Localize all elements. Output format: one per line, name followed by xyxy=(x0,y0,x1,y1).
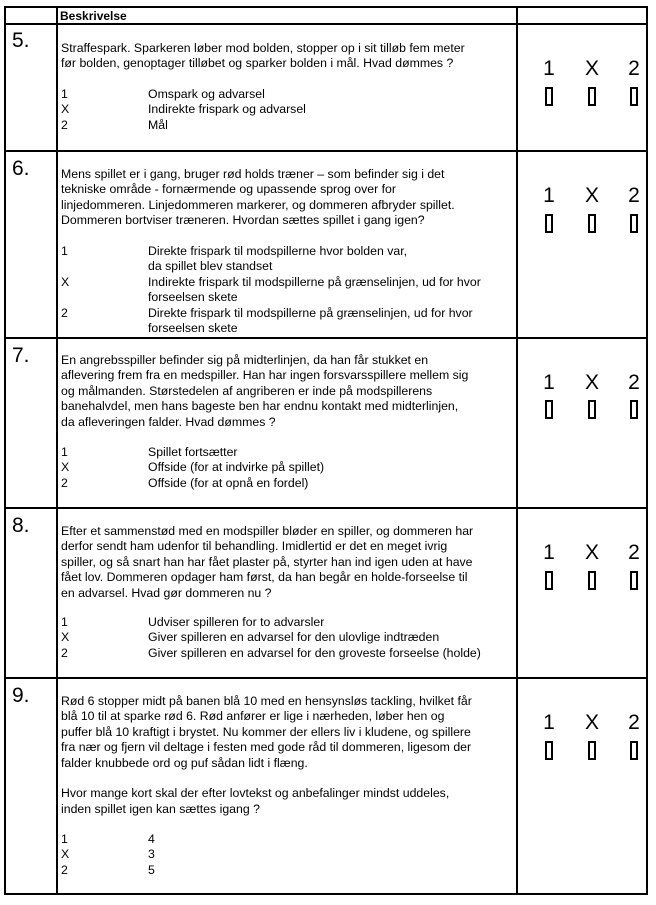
answer-boxes xyxy=(539,87,639,107)
answer-label-1: 1 xyxy=(543,541,555,564)
question-text xyxy=(61,353,513,430)
answer-checkbox-2[interactable] xyxy=(630,214,638,233)
question-number: 9. xyxy=(12,684,30,707)
answer-checkbox-1[interactable] xyxy=(545,400,553,419)
description-header: Beskrivelse xyxy=(60,9,127,23)
answer-boxes xyxy=(539,400,639,420)
answer-checkbox-1[interactable] xyxy=(545,571,553,590)
answer-checkbox-2[interactable] xyxy=(630,400,638,419)
answer-labels xyxy=(539,371,639,395)
answer-labels xyxy=(539,541,639,565)
answer-label-2: 2 xyxy=(628,711,640,734)
answer-checkbox-x[interactable] xyxy=(588,400,596,419)
option-x: X Offside (for at indvirke på spillet) xyxy=(61,460,325,475)
option-list xyxy=(61,445,513,491)
question-line: En angrebsspiller befinder sig på midterlinjen, da han får stukket en xyxy=(61,353,429,367)
question-line: tekniske område - fornærmende og upassende sprog over for xyxy=(61,182,396,197)
option-1: 1 Omspark og advarsel xyxy=(61,87,265,101)
option-list xyxy=(61,832,513,878)
option-x: X Indirekte frispark til modspillerne på grænselinjen, ud for hvor forseelsen skete xyxy=(61,274,481,305)
answer-label-x: X xyxy=(584,541,599,564)
column-divider-answers xyxy=(516,8,518,893)
header-divider xyxy=(6,23,646,25)
answer-labels xyxy=(539,184,639,208)
question-number: 5. xyxy=(12,29,30,52)
quiz-sheet xyxy=(4,6,648,895)
question-line: Rød 6 stopper midt på banen blå 10 med en hensynsløs tackling, hvilket får xyxy=(61,694,472,708)
answer-labels xyxy=(539,57,639,81)
question-line: Hvor mange kort skal der efter lovtekst og anbefalinger mindst uddeles, xyxy=(61,786,450,801)
answer-checkbox-x[interactable] xyxy=(588,87,596,106)
question-line: og målmanden. Størstedelen af angriberen er inde på modspillerens xyxy=(61,383,433,398)
question-line: blå 10 til at sparke rød 6. Rød anfører er lige i nærheden, løber hen og xyxy=(61,709,445,724)
question-line: Mens spillet er i gang, bruger rød holds træner – som befinder sig i det xyxy=(61,167,445,181)
row-divider xyxy=(6,677,646,679)
question-text xyxy=(61,694,513,817)
answer-label-x: X xyxy=(584,371,599,394)
question-line: fra nær og fjern vil deltage i festen med gode råd til dommeren, ligesom der xyxy=(61,740,472,755)
question-number: 6. xyxy=(12,157,30,180)
answer-checkbox-1[interactable] xyxy=(545,87,553,106)
answer-label-2: 2 xyxy=(628,541,640,564)
question-line: linjedommeren. Linjedommeren markerer, og dommeren afbryder spillet. xyxy=(61,197,455,212)
option-2: 2 Direkte frispark til modspillerne på grænselinjen, ud for hvor forseelsen skete xyxy=(61,305,473,336)
answer-checkbox-2[interactable] xyxy=(630,571,638,590)
answer-boxes xyxy=(539,571,639,591)
question-text xyxy=(61,167,513,229)
answer-label-1: 1 xyxy=(543,371,555,394)
option-1: 1 Direkte frispark til modspillerne hvor bolden var, da spillet blev standset xyxy=(61,244,408,274)
option-list xyxy=(61,615,513,661)
answer-label-2: 2 xyxy=(628,371,640,394)
answer-checkbox-1[interactable] xyxy=(545,214,553,233)
answer-checkbox-1[interactable] xyxy=(545,741,553,760)
answer-checkbox-2[interactable] xyxy=(630,741,638,760)
question-line: puffer blå 10 kraftigt i brystet. Nu kommer der ellers liv i kludene, og spillere xyxy=(61,724,471,739)
option-x: X Indirekte frispark og advarsel xyxy=(61,102,306,117)
column-divider-number xyxy=(56,8,58,893)
answer-checkbox-x[interactable] xyxy=(588,571,596,590)
question-line: banehalvdel, men hans bageste ben har endnu kontakt med midterlinjen, xyxy=(61,399,459,414)
question-text xyxy=(61,524,513,601)
question-line: da afleveringen falder. Hvad dømmes ? xyxy=(61,414,276,429)
option-1: 1 4 xyxy=(61,832,155,846)
question-line: en advarsel. Hvad gør dommeren nu ? xyxy=(61,585,272,600)
question-line: fået lov. Dommeren opdager ham først, da han begår en holde-forseelse til xyxy=(61,570,468,585)
option-list xyxy=(61,87,513,133)
question-line: inden spillet igen kan sættes igang ? xyxy=(61,801,260,816)
option-1: 1 Udviser spilleren for to advarsler xyxy=(61,615,325,629)
answer-label-2: 2 xyxy=(628,184,640,207)
question-line: aflevering frem fra en medspiller. Han har ingen forsvarsspillere mellem sig xyxy=(61,368,469,383)
question-number: 8. xyxy=(12,514,30,537)
question-line: før bolden, genoptager tilløbet og sparker bolden i mål. Hvad dømmes ? xyxy=(61,56,454,71)
answer-boxes xyxy=(539,214,639,234)
answer-label-1: 1 xyxy=(543,57,555,80)
answer-boxes xyxy=(539,741,639,761)
question-line xyxy=(61,771,513,786)
row-divider xyxy=(6,150,646,152)
answer-checkbox-x[interactable] xyxy=(588,741,596,760)
option-2: 2 Giver spilleren en advarsel for den groveste forseelse (holde) xyxy=(61,645,481,660)
question-line: derfor sendt ham udenfor til behandling. Imidlertid er det en meget ivrig xyxy=(61,539,448,554)
answer-label-1: 1 xyxy=(543,711,555,734)
answer-label-x: X xyxy=(584,57,599,80)
row-divider xyxy=(6,507,646,509)
question-text xyxy=(61,41,513,72)
option-x: X 3 xyxy=(61,847,155,862)
question-line: Efter et sammenstød med en modspiller bløder en spiller, og dommeren har xyxy=(61,524,474,538)
question-number: 7. xyxy=(12,344,30,367)
row-divider xyxy=(6,337,646,339)
answer-checkbox-2[interactable] xyxy=(630,87,638,106)
option-2: 2 Offside (for at opnå en fordel) xyxy=(61,475,309,490)
question-line: spiller, og så snart han har fået plaster på, styrter han ind igen uden at have xyxy=(61,554,473,569)
option-2: 2 5 xyxy=(61,862,155,877)
answer-label-x: X xyxy=(584,711,599,734)
answer-labels xyxy=(539,711,639,735)
question-line: Straffespark. Sparkeren løber mod bolden, stopper op i sit tilløb fem meter xyxy=(61,41,465,55)
option-2: 2 Mål xyxy=(61,117,168,132)
option-list xyxy=(61,244,513,336)
option-1: 1 Spillet fortsætter xyxy=(61,445,238,459)
question-line: Dommeren bortviser træneren. Hvordan sættes spillet i gang igen? xyxy=(61,213,425,228)
answer-checkbox-x[interactable] xyxy=(588,214,596,233)
option-x: X Giver spilleren en advarsel for den ulovlige indtræden xyxy=(61,630,440,645)
answer-label-1: 1 xyxy=(543,184,555,207)
answer-label-x: X xyxy=(584,184,599,207)
answer-label-2: 2 xyxy=(628,57,640,80)
question-line: falder knubbede ord og puf sådan lidt i flæng. xyxy=(61,755,308,770)
